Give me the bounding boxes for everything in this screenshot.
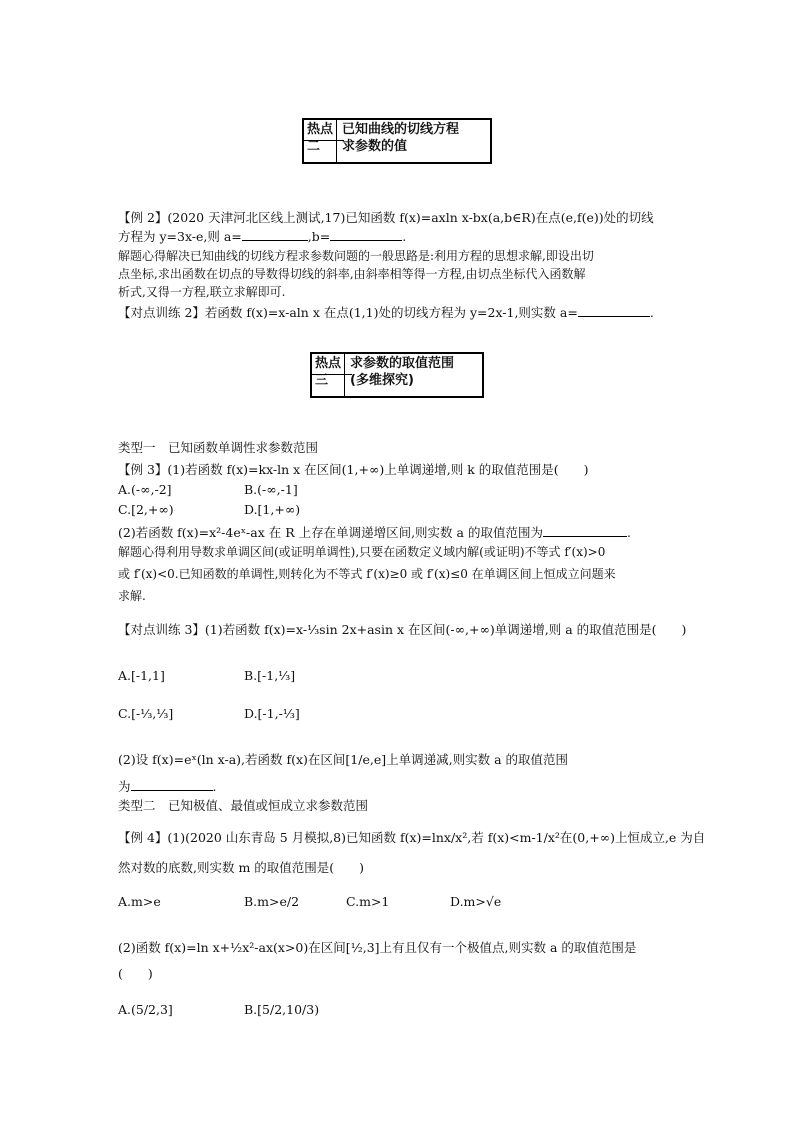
- training-3-q2b: 为: [118, 779, 131, 794]
- title-line-1: 求参数的取值范围: [350, 356, 455, 371]
- example-2-text-a: 方程为 y=3x-e,则 a=: [118, 229, 242, 244]
- option-b[interactable]: B.(-∞,-1]: [244, 482, 298, 497]
- tip-line-1: 解题心得解决已知曲线的切线方程求参数问题的一般思路是:利用方程的思想求解,即设出切: [118, 249, 594, 263]
- hotspot-tag: [304, 120, 337, 162]
- title-line-2: 求参数的值: [342, 139, 408, 154]
- option-b[interactable]: B.[5/2,10/3): [244, 1002, 320, 1017]
- answer-blank-b[interactable]: [330, 228, 402, 241]
- option-c[interactable]: C.[-⅓,⅓]: [118, 706, 174, 721]
- hotspot-title: [345, 354, 459, 396]
- answer-blank-a[interactable]: [242, 228, 308, 241]
- training-3-q2-end: .: [212, 779, 217, 794]
- example-4-q1-line-2: 然对数的底数,则实数 m 的取值范围是( ): [118, 860, 365, 875]
- answer-blank-ex3[interactable]: [543, 524, 627, 537]
- tag-line-2: 二: [307, 139, 321, 154]
- type-2-heading: 类型二 已知极值、最值或恒成立求参数范围: [118, 798, 369, 813]
- training-3-q2: (2)设 f(x)=eˣ(ln x-a),若函数 f(x)在区间[1/e,e]上单调递减,则实数 a 的取值范围: [118, 752, 568, 767]
- hotspot-box-2: [302, 118, 492, 164]
- hotspot-tag: [312, 354, 345, 396]
- example-3-q1: 【例 3】(1)若函数 f(x)=kx-ln x 在区间(1,+∞)上单调递增,则 k 的取值范围是( ): [118, 462, 589, 477]
- title-line-2: (多维探究): [350, 373, 414, 388]
- training-3-q2-line-2: [118, 778, 217, 795]
- example-3-q2: [118, 524, 631, 541]
- tip3-line-1: 解题心得利用导数求单调区间(或证明单调性),只要在函数定义域内解(或证明)不等式 f′(x)>0: [118, 545, 606, 559]
- training-3-q1: 【对点训练 3】(1)若函数 f(x)=x-⅓sin 2x+asin x 在区间(-∞,+∞)单调递增,则 a 的取值范围是( ): [118, 622, 687, 637]
- answer-blank-train2[interactable]: [578, 304, 650, 317]
- tip-line-2: 点坐标,求出函数在切点的导数得切线的斜率,由斜率相等得一方程,由切点坐标代入函数解: [118, 267, 586, 281]
- hotspot-box-3: [310, 352, 484, 398]
- tag-line-2: 三: [315, 373, 329, 388]
- option-d[interactable]: D.m>√e: [450, 894, 502, 909]
- tag-line-1: 热点: [315, 356, 342, 371]
- example-2-text-c: .: [402, 229, 407, 244]
- box-divider: [304, 140, 344, 141]
- box-divider: [312, 374, 352, 375]
- option-b[interactable]: B.[-1,⅓]: [244, 668, 296, 683]
- option-b[interactable]: B.m>e/2: [244, 894, 300, 909]
- example-4-q1-line-1: 【例 4】(1)(2020 山东青岛 5 月模拟,8)已知函数 f(x)=lnx/x²,若 f(x)<m-1/x²在(0,+∞)上恒成立,e 为自: [118, 830, 706, 845]
- example-3-q2-end: .: [626, 525, 631, 540]
- option-a[interactable]: A.(-∞,-2]: [118, 482, 172, 497]
- example-2-line-2: [118, 228, 406, 245]
- hotspot-title: [337, 120, 464, 162]
- example-4-q2-line-1: (2)函数 f(x)=ln x+½x²-ax(x>0)在区间[½,3]上有且仅有一个极值点,则实数 a 的取值范围是: [118, 940, 637, 955]
- type-1-heading: 类型一 已知函数单调性求参数范围: [118, 440, 319, 455]
- option-a[interactable]: A.(5/2,3]: [118, 1002, 173, 1017]
- option-c[interactable]: C.[2,+∞): [118, 502, 174, 517]
- tip3-line-2: 或 f′(x)<0.已知函数的单调性,则转化为不等式 f′(x)≥0 或 f′(x)≤0 在单调区间上恒成立问题来: [118, 567, 616, 581]
- answer-blank-train3[interactable]: [131, 778, 213, 791]
- option-d[interactable]: D.[1,+∞): [244, 502, 301, 517]
- option-d[interactable]: D.[-1,-⅓]: [244, 706, 300, 721]
- option-a[interactable]: A.[-1,1]: [118, 668, 165, 683]
- training-2-text: 【对点训练 2】若函数 f(x)=x-aln x 在点(1,1)处的切线方程为 y=2x-1,则实数 a=: [118, 305, 578, 320]
- training-2: [118, 304, 654, 321]
- example-4-q2-line-2: ( ): [118, 966, 153, 981]
- example-2-text-b: ,b=: [307, 229, 331, 244]
- tip3-line-3: 求解.: [118, 589, 146, 603]
- example-3-q2-text: (2)若函数 f(x)=x²-4eˣ-ax 在 R 上存在单调递增区间,则实数 a 的取值范围为: [118, 525, 543, 540]
- title-line-1: 已知曲线的切线方程: [342, 122, 460, 137]
- example-2-line-1: 【例 2】(2020 天津河北区线上测试,17)已知函数 f(x)=axln x-bx(a,b∈R)在点(e,f(e))处的切线: [118, 210, 654, 225]
- option-c[interactable]: C.m>1: [346, 894, 390, 909]
- tag-line-1: 热点: [307, 122, 334, 137]
- option-a[interactable]: A.m>e: [118, 894, 161, 909]
- tip-line-3: 析式,又得一方程,联立求解即可.: [118, 285, 286, 299]
- training-2-end: .: [649, 305, 654, 320]
